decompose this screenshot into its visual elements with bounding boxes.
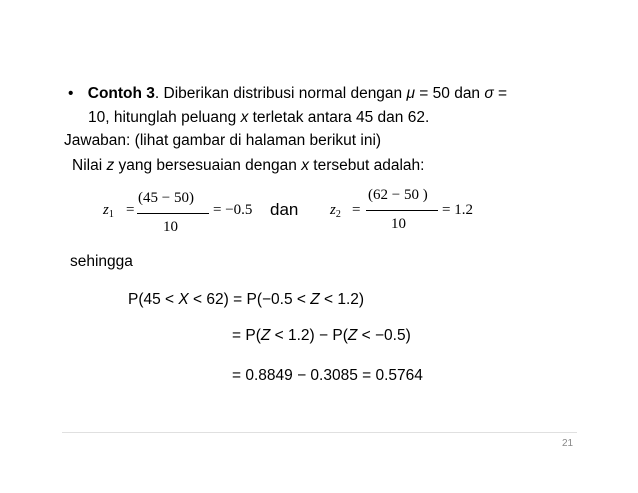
z2-subscript: 2 — [335, 209, 341, 220]
example-text-b: 10, hitunglah peluang — [88, 109, 241, 126]
step-2: = P(Z < 1.2) − P(Z < −0.5) — [232, 327, 411, 344]
z2-result: = 1.2 — [442, 202, 473, 218]
z1-result: = −0.5 — [213, 202, 253, 218]
example-line-1 — [68, 84, 507, 104]
step-1: P(45 < X < 62) = P(−0.5 < Z < 1.2) — [128, 291, 365, 308]
sigma-symbol: σ — [484, 85, 494, 102]
step-3: = 0.8849 − 0.3085 = 0.5764 — [232, 367, 423, 384]
nilai-line — [72, 156, 424, 176]
sehingga-word: sehingga — [70, 253, 133, 270]
z-variable: z — [106, 157, 115, 174]
z2-lhs — [330, 202, 341, 220]
z2-denominator: 10 — [391, 216, 406, 232]
footer-divider — [62, 432, 577, 433]
z2-symbol: z — [330, 202, 336, 218]
nilai-text-b: yang bersesuaian dengan — [114, 157, 302, 174]
page-number: 21 — [562, 438, 574, 449]
x-variable-2: x — [301, 157, 309, 174]
bullet-marker: • — [68, 85, 74, 102]
sigma-tail: = — [493, 85, 508, 102]
answer-line: Jawaban: (lihat gambar di halaman berikut ini) — [64, 132, 382, 149]
nilai-text-c: tersebut adalah: — [308, 157, 425, 174]
example-text-a: . Diberikan distribusi normal dengan — [154, 85, 407, 102]
z1-lhs — [103, 202, 114, 220]
z2-numerator: (62 − 50 ) — [368, 187, 428, 203]
dan-word: dan — [270, 200, 299, 219]
z2-equals: = — [352, 202, 361, 218]
z1-equals: = — [126, 202, 135, 218]
z1-numerator: (45 − 50) — [138, 190, 194, 206]
mu-value: = 50 dan — [414, 85, 485, 102]
z1-fraction-bar — [137, 213, 209, 214]
z1-denominator: 10 — [163, 219, 178, 235]
example-label: Contoh 3 — [87, 85, 155, 102]
z1-subscript: 1 — [108, 209, 114, 220]
z1-symbol: z — [103, 202, 109, 218]
example-line-2 — [88, 108, 429, 128]
nilai-text-a: Nilai — [72, 157, 107, 174]
z2-fraction-bar — [366, 210, 438, 211]
x-variable: x — [240, 109, 249, 126]
mu-symbol: μ — [406, 85, 415, 102]
example-text-c: terletak antara 45 dan 62. — [248, 109, 430, 126]
